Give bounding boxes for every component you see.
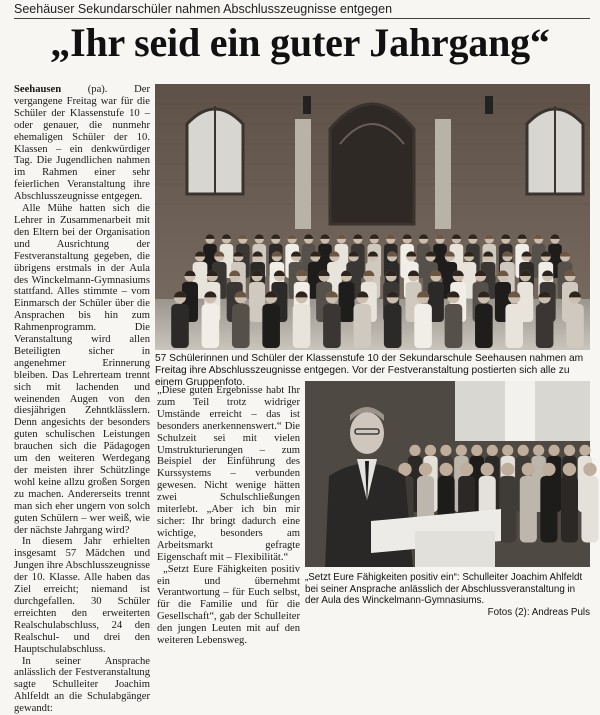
kicker-line: Seehäuser Sekundarschüler nahmen Abschlusszeugnisse entgegen [14, 2, 590, 19]
quote-paragraph-2: „Setzt Eure Fähigkeiten positiv ein und übernehmt Verantwortung – für Euch selbst, für die Familie und für die Gesellschaft“, gab der Schulleiter den jungen Leuten mit auf den weiteren Lebensweg. [157, 564, 300, 647]
group-photo-drawing [155, 84, 590, 350]
article-column-middle [157, 385, 300, 620]
speaker-photo [305, 381, 590, 567]
speaker-caption-text: „Setzt Eure Fähigkeiten positiv ein“: Schulleiter Joachim Ahlfeldt bei seiner Ansprache anlässlich der Abschlussveranstaltung in der Aula des Winckelmann-Gymnasiums. [305, 572, 582, 606]
group-photo [155, 84, 590, 350]
paragraph-2: Alle Mühe hatten sich die Lehrer in Zusammenarbeit mit den Eltern bei der Organisation und Ausrichtung der Festveranstaltung gegeben, die übrigens erstmals in der Aula des Winckelmann-Gymnasiums stattfand. Alles stimmte – vom Einmarsch der Schüler über die Ansprachen bis hin zum Rahmenprogramm. Die Veranstaltung wird allen Beteiligten sicher in angenehmer Erinnerung bleiben. Das Lehrerteam trennt sich mit lachenden und weinenden Augen von den diesjährigen Zehntklässlern. Denn angesichts der besonders guten schulischen Leistungen brauchen sich die Pädagogen um den weiteren Werdegang der meisten ihrer Schützlinge wohl keine allzu großen Sorgen zu machen. Andererseits trennt man sich eher ungern von solch guten Schülern – wer weiß, wie der nächste Jahrgang wird? [14, 203, 150, 536]
group-photo-caption: 57 Schülerinnen und Schüler der Klassenstufe 10 der Sekundarschule Seehausen nahmen am Freitag ihre Abschlusszeugnisse entgegen. Vor der Festveranstaltung postierten sich alle zu einem Gruppenfoto. [155, 353, 590, 389]
paragraph-3: In diesem Jahr erhielten insgesamt 57 Mädchen und Jungen ihre Abschlusszeugnisse der 10. Klasse. Alle haben das Ziel erreicht; niemand ist durchgefallen. 30 Schüler erreichten den erweiterten Realschulabschluss, 24 den Realschul- und drei den Hauptschulabschluss. [14, 536, 150, 655]
headline: „Ihr seid ein guter Jahrgang“ [0, 20, 600, 66]
quote-paragraph-1: „Diese guten Ergebnisse habt Ihr zum Teil trotz widriger Umstände erreicht – das ist besonders anerkennenswert.“ Die Schulzeit sei mit vielen Umstrukturierungen – zum Beispiel der Einführung des Kurssystems – verbunden gewesen. Nicht wenige hätten zwei Schulschließungen miterlebt. „Aber ich bin mir sicher: Ihr bringt dadurch eine wichtige, besonders am Arbeitsmarkt gefragte Eigenschaft mit – Flexibilität.“ [157, 385, 300, 564]
dateline: Seehausen [14, 84, 61, 95]
speaker-photo-caption [305, 572, 590, 618]
lead-paragraph [14, 84, 150, 203]
lead-text: (pa). Der vergangene Freitag war für die Schüler der Klassenstufe 10 – oder genauer, die nunmehr ehemaligen Schüler der 10. Klassen – ein denkwürdiger Tag. Die Jugendlichen nahmen im Rahmen einer sehr feierlichen Veranstaltung ihre Abschlusszeugnisse entgegen. [14, 84, 150, 202]
speaker-photo-drawing [305, 381, 590, 567]
paragraph-4: In seiner Ansprache anlässlich der Festveranstaltung sagte Schulleiter Joachim Ahlfeldt an die Schulabgänger gewandt: [14, 656, 150, 715]
article-column-left [14, 84, 150, 624]
photo-credit: Fotos (2): Andreas Puls [305, 607, 590, 619]
